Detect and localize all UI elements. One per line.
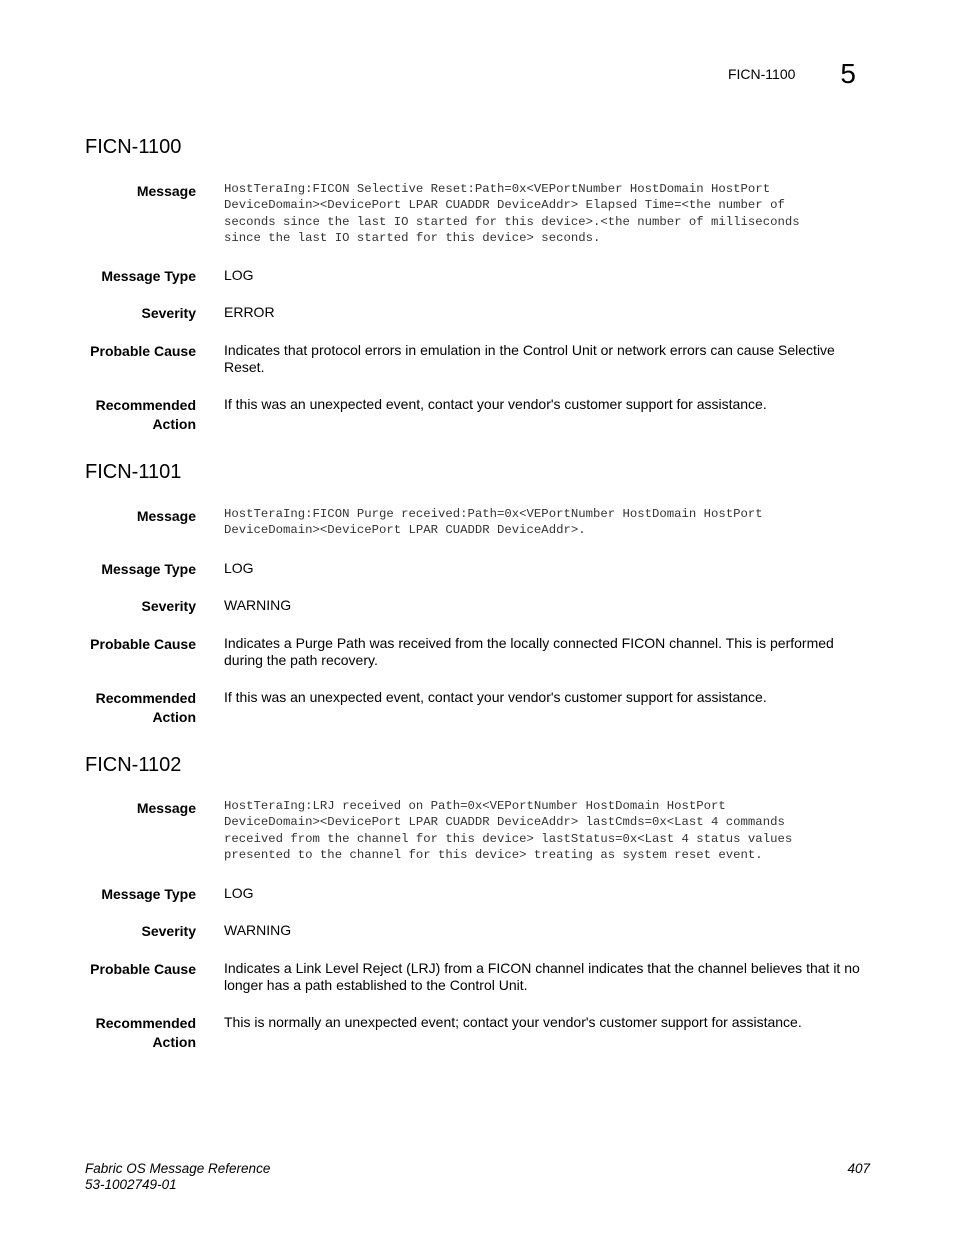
message-type-value: LOG xyxy=(224,560,254,576)
probable-cause-text: Indicates a Purge Path was received from the locally connected FICON channel. This is performed during the path recovery. xyxy=(224,635,834,668)
severity-value: WARNING xyxy=(224,597,292,613)
recommended-action-label xyxy=(56,396,196,434)
probable-cause-label: Probable Cause xyxy=(90,343,196,359)
page-footer xyxy=(85,1161,870,1193)
probable-cause-label: Probable Cause xyxy=(90,636,196,652)
entry-title: FICN-1101 xyxy=(85,461,182,483)
recommended-action-text: This is normally an unexpected event; contact your vendor's customer support for assistance. xyxy=(224,1014,802,1030)
probable-cause-text: Indicates a Link Level Reject (LRJ) from a FICON channel indicates that the channel believes that it no longer has a path established to the Control Unit. xyxy=(224,960,860,993)
message-type-label: Message Type xyxy=(101,886,196,902)
message-label: Message xyxy=(136,800,196,816)
severity-value: ERROR xyxy=(224,304,275,320)
running-header xyxy=(728,58,856,88)
message-type-label: Message Type xyxy=(101,268,196,284)
severity-label: Severity xyxy=(141,598,196,614)
chapter-number: 5 xyxy=(840,58,856,89)
recommended-label-line2: Action xyxy=(152,416,196,432)
recommended-action-text: If this was an unexpected event, contact your vendor's customer support for assistance. xyxy=(224,689,767,705)
recommended-label-line1: Recommended xyxy=(95,397,196,413)
severity-label: Severity xyxy=(141,305,196,321)
message-text: HostTeraIng:FICON Purge received:Path=0x<VEPortNumber HostDomain HostPort DeviceDomain><DevicePort LPAR CUADDR DeviceAddr>. xyxy=(224,507,763,538)
message-type-value: LOG xyxy=(224,885,254,901)
message-text: HostTeraIng:LRJ received on Path=0x<VEPortNumber HostDomain HostPort DeviceDomain><DevicePort LPAR CUADDR DeviceAddr> lastCmds=0x<Last 4 commands received from the channel for this device> lastStatus=0x<Last 4 status values presented to the channel for this device> treating as system reset event. xyxy=(224,799,793,862)
header-title: FICN-1100 xyxy=(727,66,796,82)
page-number: 407 xyxy=(847,1161,870,1176)
message-type-label: Message Type xyxy=(101,561,196,577)
severity-label: Severity xyxy=(141,923,196,939)
entry-title: FICN-1102 xyxy=(85,754,182,776)
recommended-label-line2: Action xyxy=(152,1034,196,1050)
probable-cause-label: Probable Cause xyxy=(90,961,196,977)
message-text: HostTeraIng:FICON Selective Reset:Path=0x<VEPortNumber HostDomain HostPort DeviceDomain><DevicePort LPAR CUADDR DeviceAddr> Elapsed Time=<the number of seconds since the last IO started for this device>.<the number of milliseconds since the last IO started for this device> seconds. xyxy=(224,182,800,245)
probable-cause-text: Indicates that protocol errors in emulation in the Control Unit or network errors can cause Selective Reset. xyxy=(224,342,835,375)
recommended-action-text: If this was an unexpected event, contact your vendor's customer support for assistance. xyxy=(224,396,767,412)
message-type-value: LOG xyxy=(224,267,254,283)
footer-doc-title: Fabric OS Message Reference xyxy=(85,1161,271,1176)
entry-title: FICN-1100 xyxy=(85,136,182,158)
recommended-label-line1: Recommended xyxy=(95,690,196,706)
severity-value: WARNING xyxy=(224,922,292,938)
recommended-action-label xyxy=(56,689,196,727)
message-label: Message xyxy=(136,508,196,524)
recommended-label-line1: Recommended xyxy=(95,1015,196,1031)
recommended-action-label xyxy=(56,1014,196,1052)
message-label: Message xyxy=(136,183,196,199)
footer-doc-number: 53-1002749-01 xyxy=(85,1177,177,1192)
recommended-label-line2: Action xyxy=(152,709,196,725)
